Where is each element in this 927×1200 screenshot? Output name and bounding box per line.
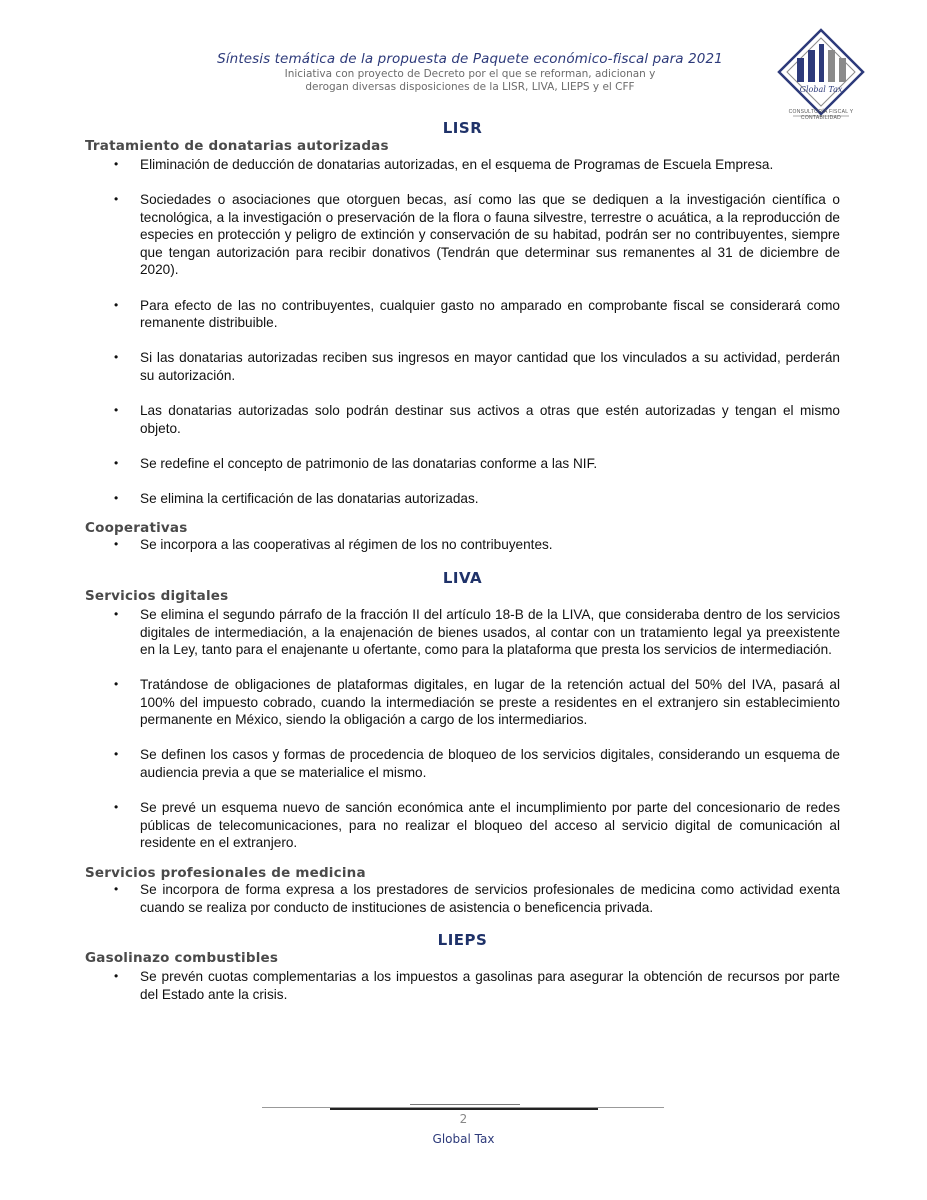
footer-divider — [410, 1104, 520, 1105]
subsection-title: Tratamiento de donatarias autorizadas — [85, 138, 389, 154]
bullet-list — [85, 156, 840, 507]
bullet-list — [85, 881, 840, 916]
list-item: • Tratándose de obligaciones de plataformas digitales, en lugar de la retención actual del 50% del IVA, pasará al 100% del impuesto cobrado, cuando la intermediación se preste a residentes en el extranjero sin establecimiento permanente en México, siendo la obligación a cargo de los intermediarios. — [114, 677, 840, 728]
document-title: Síntesis temática de la propuesta de Paquete económico-fiscal para 2021 — [217, 51, 723, 67]
list-item: • Se definen los casos y formas de procedencia de bloqueo de los servicios digitales, considerando un esquema de audiencia previa a que se materialice el mismo. — [114, 747, 840, 781]
list-item: • Se prevén cuotas complementarias a los impuestos a gasolinas para asegurar la obtención de recursos por parte del Estado ante la crisis. — [114, 969, 840, 1002]
list-item: • Se prevé un esquema nuevo de sanción económica ante el incumplimiento por parte del concesionario de redes públicas de telecomunicaciones, para no realizar el bloqueo del acceso al servicio digital de comunicación al residente en el extranjero. — [114, 800, 840, 851]
footer-brand: Global Tax — [432, 1132, 495, 1146]
bullet-list — [85, 606, 840, 852]
logo-tagline: CONSULTORÍA FISCAL Y CONTABILIDAD — [788, 109, 854, 121]
list-item: • Si las donatarias autorizadas reciben sus ingresos en mayor cantidad que los vinculados a su actividad, perderán su autorización. — [114, 350, 840, 383]
list-item: • Se incorpora a las cooperativas al régimen de los no contribuyentes. — [114, 537, 553, 553]
bullet-icon: • — [114, 969, 119, 984]
bullet-icon: • — [114, 800, 119, 815]
list-item: • Eliminación de deducción de donatarias autorizadas, en el esquema de Programas de Escuela Empresa. — [114, 157, 774, 172]
bullet-list — [85, 968, 840, 1003]
subsection-title: Servicios digitales — [85, 587, 229, 604]
global-tax-logo — [773, 28, 869, 122]
bullet-icon: • — [114, 350, 119, 365]
list-item: • Para efecto de las no contribuyentes, cualquier gasto no amparado en comprobante fiscal se considerará como remanente distribuible. — [114, 297, 840, 331]
bullet-icon: • — [114, 297, 119, 312]
list-item: • Las donatarias autorizadas solo podrán destinar sus activos a otras que estén autorizadas y tengan el mismo objeto. — [114, 402, 840, 436]
bullet-icon: • — [114, 192, 119, 207]
subsection-title: Servicios profesionales de medicina — [85, 864, 366, 881]
list-item: • Sociedades o asociaciones que otorguen becas, así como las que se dediquen a la investigación científica o tecnológica, a la investigación o preservación de la flora o fauna silvestre, terrestre o acuática, a la reproducción de especies en protección y peligro de extinción y conservación de su habitad, podrán ser no contribuyentes, siempre que tengan autorización para recibir donativos (Tendrán que determinar sus remanentes al 31 de diciembre de 2020). — [114, 192, 840, 278]
bullet-icon: • — [114, 677, 119, 692]
bullet-icon: • — [114, 157, 119, 171]
list-item: • Se elimina la certificación de las donatarias autorizadas. — [114, 490, 479, 506]
page-header — [150, 50, 790, 94]
document-body — [85, 118, 840, 1003]
subsection-title: Gasolinazo combustibles — [85, 950, 279, 967]
bullet-icon: • — [114, 606, 119, 621]
list-item: • Se incorpora de forma expresa a los prestadores de servicios profesionales de medicina como actividad exenta cuando se realiza por conducto de instituciones de asistencia o beneficencia privada. — [114, 881, 840, 915]
document-subtitle-line1: Iniciativa con proyecto de Decreto por el que se reforman, adicionan y — [284, 68, 656, 80]
list-item: • Se elimina el segundo párrafo de la fracción II del artículo 18-B de la LIVA, que consideraba dentro de los servicios digitales de intermediación, a la enajenación de bienes usados, al contar con un tratamiento legal ya preexistente en la Ley, tanto para el enajenante u ofertante, como para la plataforma que presta los servicios de intermediación. — [114, 606, 840, 658]
bullet-icon: • — [114, 881, 119, 896]
page-number: 2 — [459, 1112, 468, 1126]
section-title-lisr: LISR — [442, 119, 483, 137]
logo-wordmark: Global Tax — [799, 85, 843, 94]
section-title-liva: LIVA — [442, 568, 483, 587]
bullet-icon: • — [114, 402, 119, 417]
subsection-title: Cooperativas — [85, 520, 188, 537]
bullet-icon: • — [114, 455, 119, 470]
bullet-list — [85, 536, 840, 554]
bullet-icon: • — [114, 747, 119, 762]
footer-divider — [330, 1108, 598, 1110]
document-subtitle-line2: derogan diversas disposiciones de la LISR, LIVA, LIEPS y el CFF — [305, 81, 635, 93]
bullet-icon: • — [114, 490, 119, 505]
section-title-lieps: LIEPS — [437, 931, 488, 950]
bullet-icon: • — [114, 537, 119, 552]
list-item: • Se redefine el concepto de patrimonio de las donatarias conforme a las NIF. — [114, 455, 598, 471]
